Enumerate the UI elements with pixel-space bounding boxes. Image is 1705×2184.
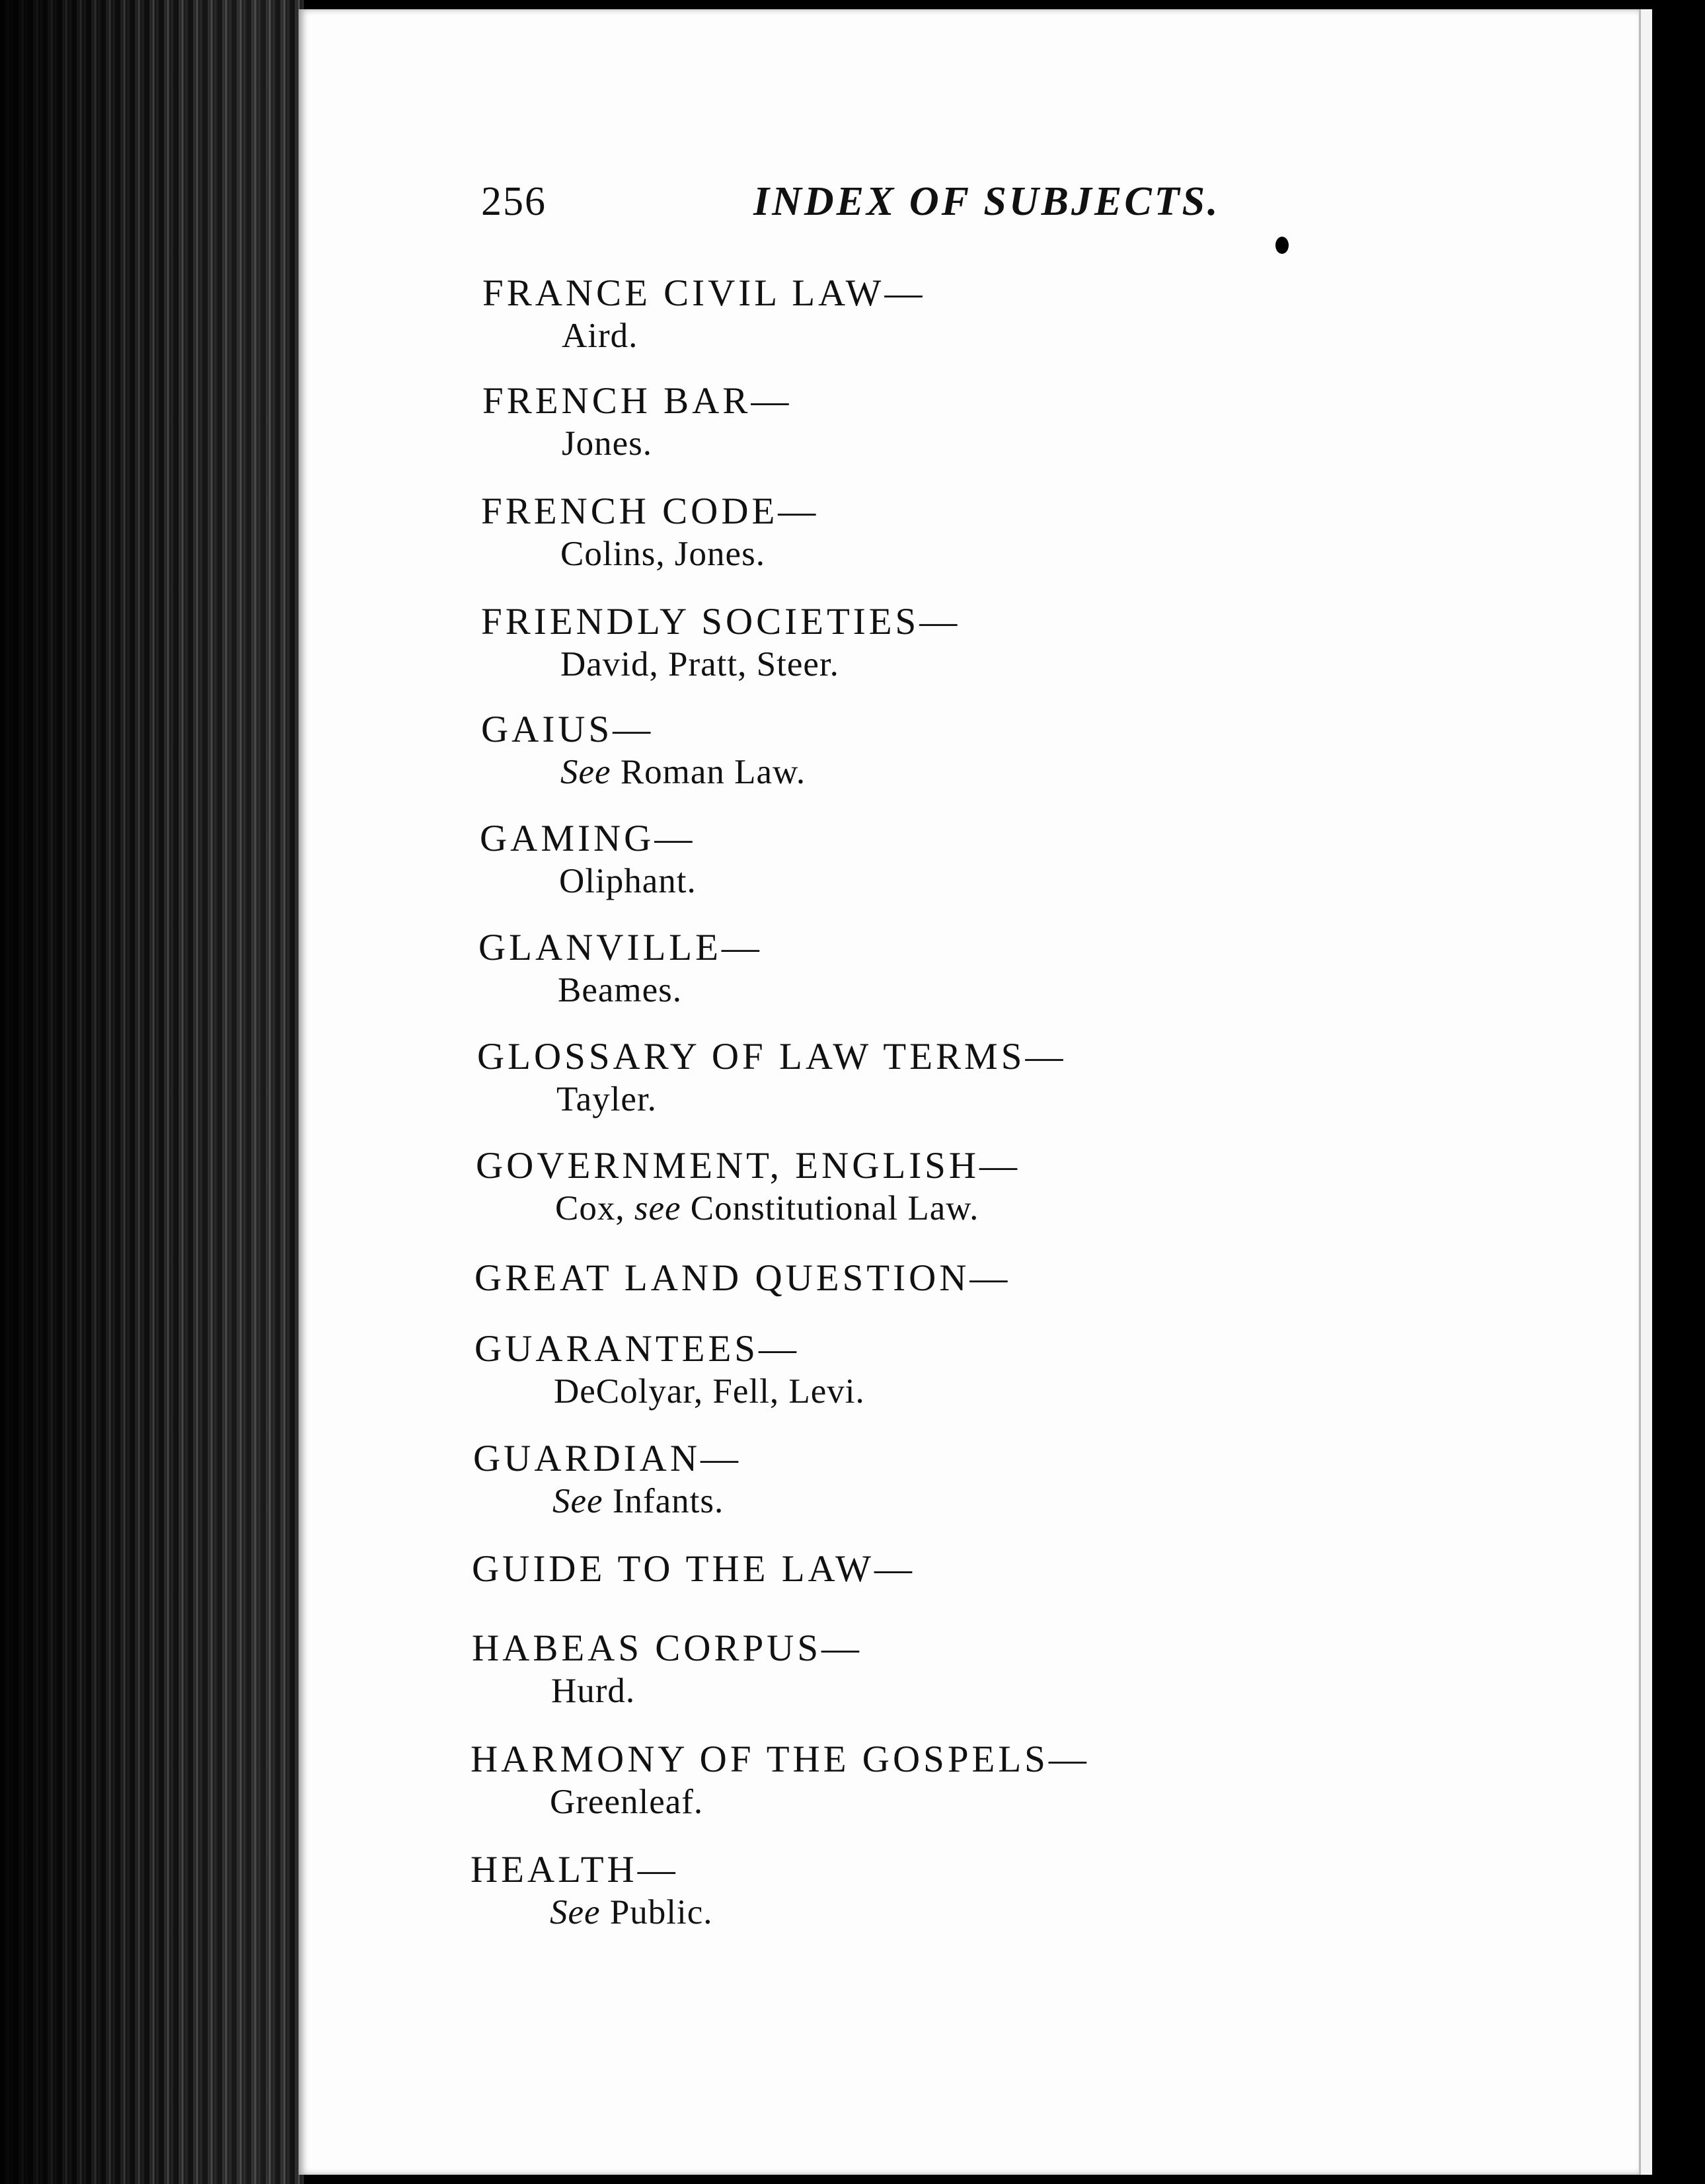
index-entry	[474, 1330, 865, 1409]
entry-text: Colins, Jones.	[560, 535, 765, 573]
index-entry	[476, 1147, 1020, 1226]
entry-heading: GUARDIAN—	[473, 1438, 741, 1479]
entry-reference	[472, 1674, 862, 1709]
index-entry	[471, 1851, 713, 1930]
index-entry	[481, 603, 960, 682]
index-entry	[481, 492, 819, 572]
entry-text: Hurd.	[551, 1672, 636, 1710]
index-entry	[482, 382, 792, 461]
entry-text: DeColyar, Fell, Levi.	[554, 1372, 865, 1411]
entry-reference	[482, 426, 792, 461]
entry-heading: FRENCH BAR—	[482, 380, 792, 422]
entry-reference	[474, 1374, 865, 1409]
entry-heading: GAIUS—	[481, 709, 654, 750]
page-title: INDEX OF SUBJECTS.	[753, 179, 1221, 224]
index-entry	[480, 820, 697, 899]
entry-text: Aird.	[562, 317, 638, 355]
entry-heading: FRENCH CODE—	[481, 490, 819, 532]
index-entry	[473, 1440, 741, 1519]
entry-reference	[476, 1191, 1020, 1226]
entry-heading: FRANCE CIVIL LAW—	[482, 272, 926, 314]
entry-heading: HARMONY OF THE GOSPELS—	[471, 1738, 1090, 1780]
entry-reference	[482, 319, 925, 354]
see-reference: see	[634, 1189, 681, 1228]
entry-reference	[481, 537, 819, 572]
entry-heading: HEALTH—	[471, 1849, 679, 1891]
entry-heading: GAMING—	[480, 818, 696, 859]
entry-heading: GUIDE TO THE LAW—	[472, 1548, 915, 1590]
entry-heading: FRIENDLY SOCIETIES—	[481, 601, 961, 643]
book-edge-shadow	[0, 0, 304, 2184]
entry-reference	[473, 1484, 741, 1519]
running-head	[481, 178, 1221, 238]
index-entry	[478, 929, 763, 1008]
entry-text: Beames.	[558, 971, 683, 1009]
entry-heading: GOVERNMENT, ENGLISH—	[476, 1145, 1021, 1187]
entry-heading: GREAT LAND QUESTION—	[474, 1257, 1011, 1299]
index-entry	[481, 711, 806, 790]
entry-heading: GLOSSARY OF LAW TERMS—	[477, 1036, 1067, 1077]
entry-text: Oliphant.	[559, 862, 697, 900]
see-reference: See	[560, 753, 611, 791]
index-entry	[472, 1629, 862, 1709]
entry-text: David, Pratt, Steer.	[560, 645, 839, 683]
entry-text: Jones.	[562, 424, 653, 463]
entry-reference	[481, 647, 960, 682]
entry-text: Public.	[609, 1893, 713, 1931]
entry-text: Roman Law.	[620, 753, 806, 791]
entry-text: Tayler.	[556, 1080, 657, 1118]
entry-reference	[471, 1785, 1090, 1820]
index-entry	[474, 1259, 1010, 1297]
entry-text: Constitutional Law.	[690, 1189, 979, 1228]
entry-heading: HABEAS CORPUS—	[472, 1627, 863, 1669]
index-entry	[471, 1740, 1090, 1820]
entry-reference	[480, 864, 697, 899]
entry-reference	[471, 1895, 713, 1930]
entry-reference	[477, 1082, 1066, 1117]
entry-reference	[481, 755, 806, 790]
entry-heading: GLANVILLE—	[478, 927, 763, 968]
entry-text: Infants.	[612, 1482, 724, 1520]
ink-spot	[1275, 237, 1289, 254]
entry-reference	[478, 973, 763, 1008]
see-reference: See	[552, 1482, 603, 1520]
index-entry	[482, 274, 925, 354]
entry-text: Greenleaf.	[550, 1783, 704, 1821]
entry-prefix: Cox,	[555, 1189, 625, 1228]
page-number: 256	[481, 179, 547, 224]
index-entry	[472, 1550, 915, 1588]
see-reference: See	[550, 1893, 601, 1931]
index-entry	[477, 1038, 1066, 1117]
scan-border	[1652, 0, 1705, 2184]
entry-heading: GUARANTEES—	[474, 1328, 800, 1370]
